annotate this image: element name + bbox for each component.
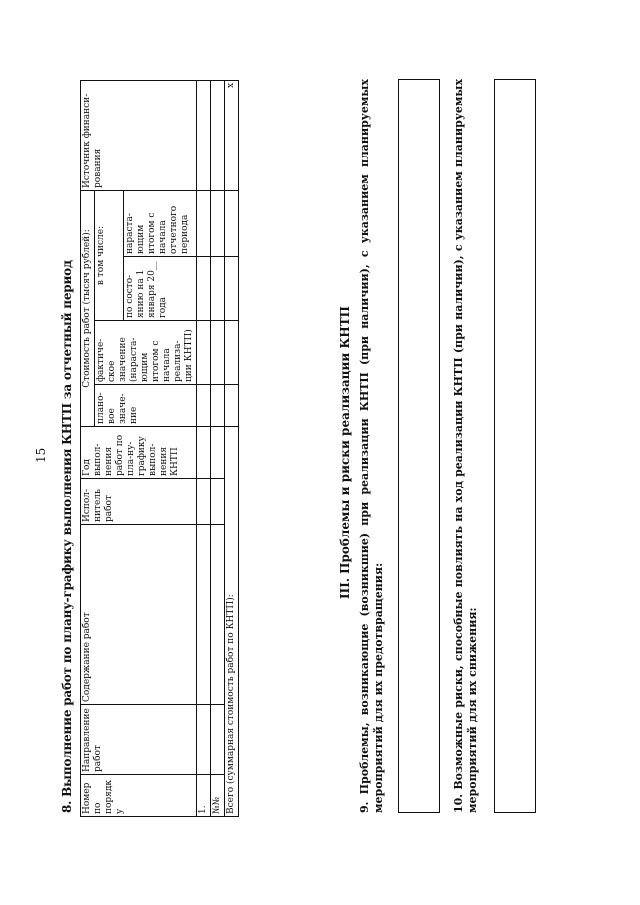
col-header-direction: Направление работ — [81, 705, 197, 775]
item-10-answer-box[interactable] — [494, 79, 536, 813]
table-cell — [211, 525, 225, 705]
col-header-number: Номер по порядку — [81, 775, 197, 817]
col-header-actual: фактиче-ское значение (нараста-ющим итогом с начала реализа-ции КНТП) — [95, 321, 197, 385]
section-8-title: 8. Выполнение работ по плану-графику выполнения КНТП за отчетный период — [60, 260, 74, 813]
table-cell — [197, 257, 211, 321]
col-header-planned: плано-вое значе-ние — [95, 385, 197, 427]
table-cell — [197, 427, 211, 479]
table-cell — [211, 479, 225, 525]
col-header-cost-group: Стоимость работ (тысяч рублей): — [81, 190, 95, 426]
table-cell — [211, 80, 225, 190]
table-cell — [225, 190, 239, 256]
table-cell — [225, 385, 239, 427]
table-cell — [197, 385, 211, 427]
table-cell — [197, 525, 211, 705]
col-header-executor: Испол-нитель работ — [81, 479, 197, 525]
table-cell — [197, 705, 211, 775]
page-number: 15 — [34, 447, 48, 463]
header-row-1 — [81, 80, 95, 816]
item-9-text: 9. Проблемы, возникающие (возникшие) при реализации КНТП (при наличии), с указанием планируемых мероприятий для их предотвращения: — [358, 79, 385, 813]
item-10-text: 10. Возможные риски, способные повлиять на ход реализации КНТП (при наличии), с указанием планируемых мероприятий для их снижения: — [452, 79, 479, 813]
table-cell — [211, 321, 225, 385]
table-cell — [211, 257, 225, 321]
table-row-total — [225, 80, 239, 816]
section-3-title: III. Проблемы и риски реализации КНТП — [338, 305, 352, 600]
table-cell — [211, 427, 225, 479]
col-header-including: в том числе: — [95, 190, 124, 320]
item-9-answer-box[interactable] — [398, 79, 440, 813]
table-row-n — [211, 80, 225, 816]
col-header-content: Содержание работ — [81, 525, 197, 705]
table-cell — [211, 705, 225, 775]
col-header-year: Год выпол-нения работ по пла-ну-графику выпол-нения КНТП — [81, 427, 197, 479]
table-cell — [197, 80, 211, 190]
table-cell — [211, 190, 225, 256]
col-header-funding: Источник финанси-рования — [81, 80, 197, 190]
table-cell — [197, 479, 211, 525]
table-row-1 — [197, 80, 211, 816]
table-cell — [225, 321, 239, 385]
table-cell — [197, 190, 211, 256]
total-label: Всего (суммарная стоимость работ по КНТП): — [225, 427, 239, 817]
row-n-label: №№ — [211, 775, 225, 817]
table-cell — [197, 321, 211, 385]
col-header-cumulative: нараста-ющим итогом с начала отчетного периода — [124, 190, 197, 256]
total-funding-mark: x — [225, 80, 239, 190]
col-header-as-of-jan: по состо-янию на 1 января 20__ года — [124, 257, 197, 321]
table-cell — [225, 257, 239, 321]
row-1-label: 1. — [197, 775, 211, 817]
table-cell — [211, 385, 225, 427]
work-schedule-table — [80, 80, 239, 817]
